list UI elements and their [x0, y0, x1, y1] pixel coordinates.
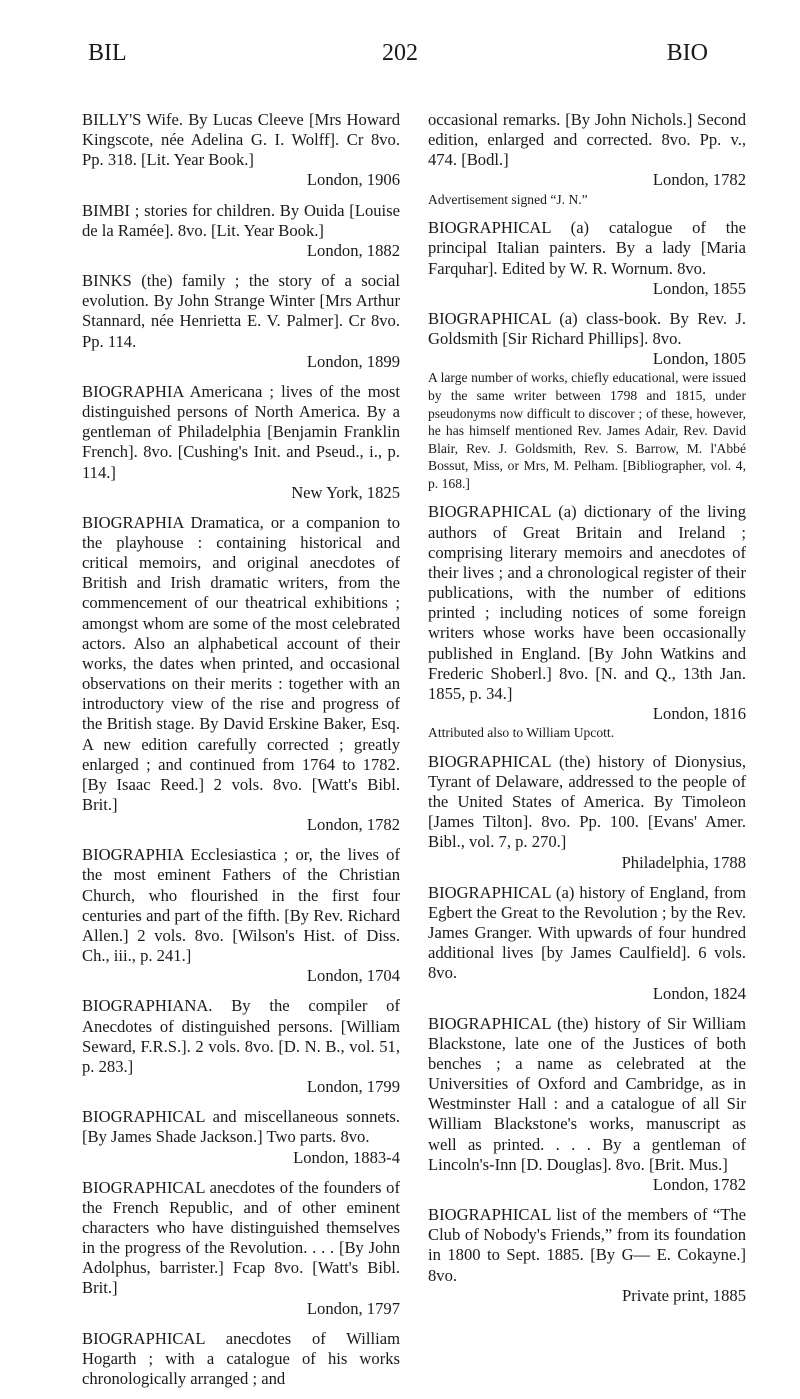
bibliography-entry: [428, 110, 746, 208]
entry-imprint: London, 1799: [306, 1077, 400, 1097]
bibliography-entry: [428, 502, 746, 741]
bibliography-entry: [428, 1205, 746, 1306]
entry-imprint: Philadelphia, 1788: [621, 852, 746, 872]
entry-text: BINKS (the) family ; the story of a social evolution. By John Strange Winter [Mrs Arthur Stannard, née Henrietta E. V. Palmer]. Cr 8vo. Pp. 114.: [82, 271, 400, 351]
entry-text: BIOGRAPHIA Ecclesiastica ; or, the lives of the most eminent Fathers of the Christian Church, who flourished in the first four centuries and part of the fifth. [By Rev. Richard Allen.] 2 vols. 8vo. [Wilson's Hist. of Diss. Ch., iii., p. 241.]: [82, 845, 400, 966]
entry-text: BIOGRAPHICAL (the) history of Dionysius, Tyrant of Delaware, addressed to the people of the United States of America. By Timoleon [James Tilton]. 8vo. Pp. 100. [Evans' Amer. Bibl., vol. 7, p. 270.]: [428, 751, 746, 852]
right-column: [428, 110, 746, 1316]
bibliography-entry: [428, 752, 746, 873]
entry-imprint: London, 1906: [306, 170, 400, 190]
bibliography-entry: [82, 1107, 400, 1167]
page-number: 202: [382, 40, 418, 66]
entry-imprint: London, 1824: [652, 983, 746, 1003]
entry-text: occasional remarks. [By John Nichols.] Second edition, enlarged and corrected. 8vo. Pp. v., 474. [Bodl.]: [428, 110, 746, 170]
entry-text: BIOGRAPHICAL and miscellaneous sonnets. [By James Shade Jackson.] Two parts. 8vo.: [82, 1107, 400, 1147]
entry-imprint: London, 1816: [652, 704, 746, 724]
bibliography-entry: [82, 382, 400, 503]
entry-text: BIOGRAPHICAL (a) class-book. By Rev. J. Goldsmith [Sir Richard Phillips]. 8vo.: [428, 308, 746, 348]
entry-text: BIOGRAPHICAL (the) history of Sir William Blackstone, late one of the Justices of both benches ; a name as celebrated at the Universities of Oxford and Cambridge, as in Westminster Hall : and a catalogue of all Sir William Blackstone's works, manuscript as well as printed. . . . By a gentleman of Lincoln's-Inn [D. Douglas]. 8vo. [Brit. Mus.]: [428, 1013, 746, 1174]
entry-text: BILLY'S Wife. By Lucas Cleeve [Mrs Howard Kingscote, née Adelina G. I. Wolff]. Cr 8vo. Pp. 318. [Lit. Year Book.]: [82, 110, 400, 170]
entry-imprint: London, 1899: [306, 351, 400, 371]
entry-imprint: London, 1797: [306, 1298, 400, 1318]
entry-imprint: London, 1805: [652, 349, 746, 369]
bibliography-entry: [428, 1014, 746, 1195]
entry-text: BIOGRAPHICAL list of the members of “The Club of Nobody's Friends,” from its foundation in 1800 to Sept. 1885. [By G— E. Cokayne.] 8vo.: [428, 1205, 746, 1285]
entry-imprint: London, 1882: [306, 240, 400, 260]
entry-text: BIOGRAPHICAL anecdotes of William Hogarth ; with a catalogue of his works chronologically arranged ; and: [82, 1328, 400, 1389]
bibliography-entry: [82, 1178, 400, 1319]
entry-text: BIOGRAPHICAL anecdotes of the founders of the French Republic, and of other eminent characters who have distinguished themselves in the progress of the Revolution. . . . [By John Adolphus, barrister.] Fcap 8vo. [Watt's Bibl. Brit.]: [82, 1177, 400, 1298]
entry-note: A large number of works, chiefly educational, were issued by the same writer between 1798 and 1815, under pseudonyms now difficult to discover ; of these, however, he has himself mentioned Rev. James Adair, Rev. David Blair, Rev. J. Goldsmith, Rev. S. Barrow, M. l'Abbé Bossut, Miss, or Mrs, M. Pelham. [Bibliographer, vol. 4, p. 168.]: [428, 370, 746, 491]
entry-imprint: London, 1782: [652, 170, 746, 190]
header-left-guide-word: BIL: [88, 40, 127, 66]
entry-text: BIOGRAPHICAL (a) history of England, from Egbert the Great to the Revolution ; by the Rev. James Granger. With upwards of four hundred additional lives [by James Caulfield]. 6 vols. 8vo.: [428, 882, 746, 983]
entry-text: BIOGRAPHICAL (a) catalogue of the principal Italian painters. By a lady [Maria Farquhar]. Edited by W. R. Wornum. 8vo.: [428, 218, 746, 278]
entry-text: BIOGRAPHICAL (a) dictionary of the living authors of Great Britain and Ireland ; comprising literary memoirs and anecdotes of their lives ; and a chronological register of their publications, with the number of editions printed ; including notices of some foreign writers whose works have been occasionally published in England. [By John Watkins and Frederic Shoberl.] 8vo. [N. and Q., 13th Jan. 1855, p. 34.]: [428, 502, 746, 703]
entry-imprint: London, 1883-4: [293, 1147, 400, 1167]
running-header: [0, 40, 800, 80]
entry-note: Advertisement signed “J. N.”: [428, 191, 588, 207]
entry-imprint: Private print, 1885: [622, 1285, 746, 1305]
entry-imprint: London, 1704: [306, 966, 400, 986]
entry-imprint: London, 1855: [652, 278, 746, 298]
entry-imprint: London, 1782: [652, 1174, 746, 1194]
bibliography-entry: [82, 513, 400, 836]
entry-text: BIOGRAPHIANA. By the compiler of Anecdotes of distinguished persons. [William Seward, F.R.S.]. 2 vols. 8vo. [D. N. B., vol. 51, p. 283.]: [82, 996, 400, 1076]
bibliography-entry: [82, 271, 400, 372]
bibliography-entry: [82, 110, 400, 191]
bibliography-entry: [428, 883, 746, 1004]
entry-imprint: New York, 1825: [291, 482, 400, 502]
bibliography-entry: [82, 201, 400, 261]
entry-text: BIOGRAPHIA Dramatica, or a companion to the playhouse : containing historical and critical memoirs, and original anecdotes of British and Irish dramatic writers, from the commencement of our theatrical exhibitions ; amongst whom are some of the most celebrated actors. Also an alphabetical account of their works, the dates when printed, and occasional observations on their merits : together with an introductory view of the rise and progress of the British stage. By David Erskine Baker, Esq. A new edition carefully corrected ; greatly enlarged ; and continued from 1764 to 1782. [By Isaac Reed.] 2 vols. 8vo. [Watt's Bibl. Brit.]: [82, 512, 400, 814]
entry-note: Attributed also to William Upcott.: [428, 725, 615, 741]
bibliography-entry: [82, 996, 400, 1097]
bibliography-entry: [82, 1329, 400, 1389]
bibliography-entry: [428, 218, 746, 299]
header-right-guide-word: BIO: [666, 40, 708, 66]
entry-text: BIMBI ; stories for children. By Ouida [Louise de la Ramée]. 8vo. [Lit. Year Book.]: [82, 200, 400, 240]
entry-text: BIOGRAPHIA Americana ; lives of the most distinguished persons of North America. By a gentleman of Philadelphia [Benjamin Franklin French]. 8vo. [Cushing's Init. and Pseud., i., p. 114.]: [82, 381, 400, 482]
left-column: [82, 110, 400, 1399]
bibliography-entry: [82, 845, 400, 986]
entry-imprint: London, 1782: [306, 815, 400, 835]
bibliography-entry: [428, 309, 746, 493]
